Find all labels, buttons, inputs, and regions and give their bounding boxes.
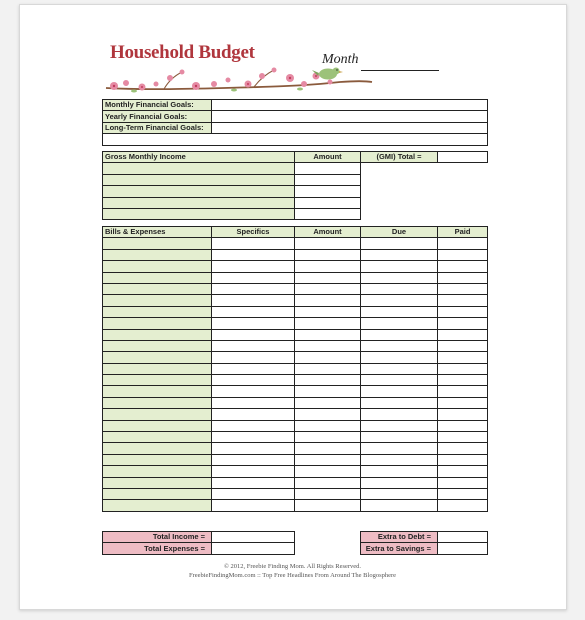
bill-specifics-cell[interactable] [212, 500, 295, 511]
income-row [103, 186, 488, 197]
month-field[interactable] [361, 70, 439, 71]
totals-row [103, 532, 488, 543]
totals-row [103, 543, 488, 554]
total-income-field[interactable] [212, 532, 295, 543]
bill-specifics-cell[interactable] [212, 329, 295, 340]
bill-due-cell[interactable] [361, 386, 438, 397]
bill-specifics-cell[interactable] [212, 238, 295, 249]
specifics-header: Specifics [212, 227, 295, 238]
bill-row [103, 363, 488, 374]
bill-row [103, 329, 488, 340]
income-spacer [361, 174, 488, 185]
bill-amount-cell[interactable] [295, 488, 361, 499]
goal-field-monthly[interactable] [212, 100, 488, 111]
bill-paid-cell[interactable] [438, 340, 488, 351]
bill-name-cell[interactable] [103, 283, 212, 294]
bill-paid-cell[interactable] [438, 454, 488, 465]
bill-due-cell[interactable] [361, 443, 438, 454]
extra-savings-field[interactable] [438, 543, 488, 554]
bill-row [103, 466, 488, 477]
bill-paid-cell[interactable] [438, 420, 488, 431]
bill-due-cell[interactable] [361, 238, 438, 249]
bill-paid-cell[interactable] [438, 432, 488, 443]
bill-specifics-cell[interactable] [212, 488, 295, 499]
bill-row [103, 238, 488, 249]
page-title: Household Budget [110, 42, 255, 63]
goal-row [103, 100, 488, 111]
bill-specifics-cell[interactable] [212, 443, 295, 454]
bill-amount-cell[interactable] [295, 375, 361, 386]
bill-due-cell[interactable] [361, 420, 438, 431]
bill-paid-cell[interactable] [438, 386, 488, 397]
total-expenses-label: Total Expenses = [103, 543, 212, 554]
bill-paid-cell[interactable] [438, 466, 488, 477]
bill-specifics-cell[interactable] [212, 340, 295, 351]
bill-row [103, 283, 488, 294]
bill-specifics-cell[interactable] [212, 420, 295, 431]
bill-name-cell[interactable] [103, 386, 212, 397]
month-label: Month [322, 52, 359, 67]
bill-row [103, 295, 488, 306]
bill-name-cell[interactable] [103, 318, 212, 329]
bill-name-cell[interactable] [103, 329, 212, 340]
bill-name-cell[interactable] [103, 375, 212, 386]
bill-paid-cell[interactable] [438, 375, 488, 386]
bill-name-cell[interactable] [103, 432, 212, 443]
bill-specifics-cell[interactable] [212, 397, 295, 408]
bill-due-cell[interactable] [361, 306, 438, 317]
bill-specifics-cell[interactable] [212, 295, 295, 306]
bill-name-cell[interactable] [103, 306, 212, 317]
bill-row [103, 477, 488, 488]
bill-name-cell[interactable] [103, 261, 212, 272]
bill-row [103, 420, 488, 431]
bill-paid-cell[interactable] [438, 363, 488, 374]
bill-name-cell[interactable] [103, 488, 212, 499]
bill-amount-cell[interactable] [295, 409, 361, 420]
bill-name-cell[interactable] [103, 443, 212, 454]
bill-specifics-cell[interactable] [212, 249, 295, 260]
goal-field-extra[interactable] [103, 134, 488, 145]
bills-header-row [103, 227, 488, 238]
bill-paid-cell[interactable] [438, 488, 488, 499]
bill-row [103, 500, 488, 511]
copyright-text: © 2012, Freebie Finding Mom. All Rights Reserved. [223, 563, 362, 570]
bill-specifics-cell[interactable] [212, 454, 295, 465]
bill-amount-cell[interactable] [295, 454, 361, 465]
bill-amount-cell[interactable] [295, 443, 361, 454]
bill-specifics-cell[interactable] [212, 306, 295, 317]
bill-row [103, 249, 488, 260]
bill-paid-cell[interactable] [438, 283, 488, 294]
goal-row [103, 122, 488, 133]
bill-row [103, 318, 488, 329]
bill-name-cell[interactable] [103, 409, 212, 420]
bill-amount-cell[interactable] [295, 477, 361, 488]
income-row [103, 208, 488, 219]
bill-paid-cell[interactable] [438, 272, 488, 283]
cherry-blossom-branch-icon [104, 64, 376, 100]
bill-due-cell[interactable] [361, 261, 438, 272]
income-source-cell[interactable] [103, 197, 295, 208]
goal-label-long-term: Long-Term Financial Goals: [103, 122, 212, 133]
bill-name-cell[interactable] [103, 238, 212, 249]
goal-field-long-term[interactable] [212, 122, 488, 133]
footer-tagline: FreebieFindingMom.com :: Top Free Headlines From Around The Blogosphere [188, 572, 397, 579]
bill-name-cell[interactable] [103, 500, 212, 511]
bill-row [103, 488, 488, 499]
bill-specifics-cell[interactable] [212, 318, 295, 329]
bill-specifics-cell[interactable] [212, 432, 295, 443]
bill-due-cell[interactable] [361, 272, 438, 283]
bill-row [103, 443, 488, 454]
bill-paid-cell[interactable] [438, 500, 488, 511]
bill-amount-cell[interactable] [295, 272, 361, 283]
bill-row [103, 352, 488, 363]
extra-debt-label: Extra to Debt = [361, 532, 438, 543]
income-amount-cell[interactable] [295, 186, 361, 197]
bill-name-cell[interactable] [103, 249, 212, 260]
gmi-total-field[interactable] [438, 152, 488, 163]
income-amount-cell[interactable] [295, 163, 361, 174]
goal-field-yearly[interactable] [212, 111, 488, 122]
extra-savings-label: Extra to Savings = [361, 543, 438, 554]
totals-table [102, 531, 488, 555]
bill-due-cell[interactable] [361, 249, 438, 260]
bill-row [103, 409, 488, 420]
income-row [103, 174, 488, 185]
goal-row [103, 134, 488, 145]
bill-row [103, 397, 488, 408]
goal-label-monthly: Monthly Financial Goals: [103, 100, 212, 111]
income-spacer [361, 163, 488, 174]
bill-amount-cell[interactable] [295, 386, 361, 397]
bill-paid-cell[interactable] [438, 318, 488, 329]
income-source-cell[interactable] [103, 163, 295, 174]
bill-due-cell[interactable] [361, 466, 438, 477]
bill-specifics-cell[interactable] [212, 409, 295, 420]
bill-row [103, 340, 488, 351]
bill-paid-cell[interactable] [438, 397, 488, 408]
income-amount-cell[interactable] [295, 174, 361, 185]
bill-amount-cell[interactable] [295, 363, 361, 374]
bill-paid-cell[interactable] [438, 477, 488, 488]
bill-amount-cell[interactable] [295, 466, 361, 477]
bill-row [103, 375, 488, 386]
bill-name-cell[interactable] [103, 352, 212, 363]
bill-due-cell[interactable] [361, 283, 438, 294]
income-row [103, 163, 488, 174]
bill-amount-cell[interactable] [295, 340, 361, 351]
bill-paid-cell[interactable] [438, 249, 488, 260]
bill-amount-cell[interactable] [295, 306, 361, 317]
income-source-cell[interactable] [103, 186, 295, 197]
bill-due-cell[interactable] [361, 454, 438, 465]
amount-header: Amount [295, 227, 361, 238]
bill-amount-cell[interactable] [295, 318, 361, 329]
bill-due-cell[interactable] [361, 363, 438, 374]
bill-amount-cell[interactable] [295, 261, 361, 272]
bill-name-cell[interactable] [103, 295, 212, 306]
bill-due-cell[interactable] [361, 397, 438, 408]
bill-due-cell[interactable] [361, 318, 438, 329]
bill-amount-cell[interactable] [295, 352, 361, 363]
bill-amount-cell[interactable] [295, 295, 361, 306]
bill-row [103, 386, 488, 397]
goal-row [103, 111, 488, 122]
bill-row [103, 454, 488, 465]
bill-specifics-cell[interactable] [212, 352, 295, 363]
bill-amount-cell[interactable] [295, 500, 361, 511]
bills-header: Bills & Expenses [103, 227, 212, 238]
bill-paid-cell[interactable] [438, 261, 488, 272]
goal-label-yearly: Yearly Financial Goals: [103, 111, 212, 122]
income-table [102, 151, 488, 220]
bill-name-cell[interactable] [103, 272, 212, 283]
bill-specifics-cell[interactable] [212, 363, 295, 374]
bill-row [103, 306, 488, 317]
bill-due-cell[interactable] [361, 409, 438, 420]
bill-amount-cell[interactable] [295, 249, 361, 260]
bill-name-cell[interactable] [103, 477, 212, 488]
income-row [103, 197, 488, 208]
bill-specifics-cell[interactable] [212, 386, 295, 397]
bill-specifics-cell[interactable] [212, 261, 295, 272]
paid-header: Paid [438, 227, 488, 238]
bill-row [103, 272, 488, 283]
total-income-label: Total Income = [103, 532, 212, 543]
bill-name-cell[interactable] [103, 340, 212, 351]
bill-specifics-cell[interactable] [212, 283, 295, 294]
total-expenses-field[interactable] [212, 543, 295, 554]
income-source-cell[interactable] [103, 208, 295, 219]
bill-specifics-cell[interactable] [212, 466, 295, 477]
bill-name-cell[interactable] [103, 454, 212, 465]
bill-due-cell[interactable] [361, 432, 438, 443]
bill-amount-cell[interactable] [295, 329, 361, 340]
bill-amount-cell[interactable] [295, 283, 361, 294]
bill-row [103, 432, 488, 443]
bill-due-cell[interactable] [361, 352, 438, 363]
income-spacer [361, 197, 488, 208]
bill-name-cell[interactable] [103, 466, 212, 477]
bill-paid-cell[interactable] [438, 352, 488, 363]
bill-specifics-cell[interactable] [212, 477, 295, 488]
bill-amount-cell[interactable] [295, 238, 361, 249]
bill-paid-cell[interactable] [438, 409, 488, 420]
income-amount-header: Amount [295, 152, 361, 163]
due-header: Due [361, 227, 438, 238]
totals-spacer [295, 532, 361, 543]
income-spacer [361, 208, 488, 219]
bill-paid-cell[interactable] [438, 238, 488, 249]
bill-due-cell[interactable] [361, 488, 438, 499]
gmi-total-label: (GMI) Total = [361, 152, 438, 163]
bill-due-cell[interactable] [361, 340, 438, 351]
income-source-cell[interactable] [103, 174, 295, 185]
bill-paid-cell[interactable] [438, 306, 488, 317]
bill-due-cell[interactable] [361, 500, 438, 511]
income-amount-cell[interactable] [295, 197, 361, 208]
bill-due-cell[interactable] [361, 329, 438, 340]
bill-row [103, 261, 488, 272]
bill-amount-cell[interactable] [295, 420, 361, 431]
income-header-row [103, 152, 488, 163]
income-amount-cell[interactable] [295, 208, 361, 219]
totals-spacer [295, 543, 361, 554]
bill-name-cell[interactable] [103, 420, 212, 431]
bill-amount-cell[interactable] [295, 432, 361, 443]
bill-paid-cell[interactable] [438, 295, 488, 306]
bill-due-cell[interactable] [361, 375, 438, 386]
bill-name-cell[interactable] [103, 397, 212, 408]
goals-table [102, 99, 488, 146]
income-spacer [361, 186, 488, 197]
bill-specifics-cell[interactable] [212, 375, 295, 386]
bill-specifics-cell[interactable] [212, 272, 295, 283]
bill-paid-cell[interactable] [438, 443, 488, 454]
income-header: Gross Monthly Income [103, 152, 295, 163]
bills-table [102, 226, 488, 512]
bill-name-cell[interactable] [103, 363, 212, 374]
bill-due-cell[interactable] [361, 295, 438, 306]
extra-debt-field[interactable] [438, 532, 488, 543]
bill-paid-cell[interactable] [438, 329, 488, 340]
bill-due-cell[interactable] [361, 477, 438, 488]
bill-amount-cell[interactable] [295, 397, 361, 408]
